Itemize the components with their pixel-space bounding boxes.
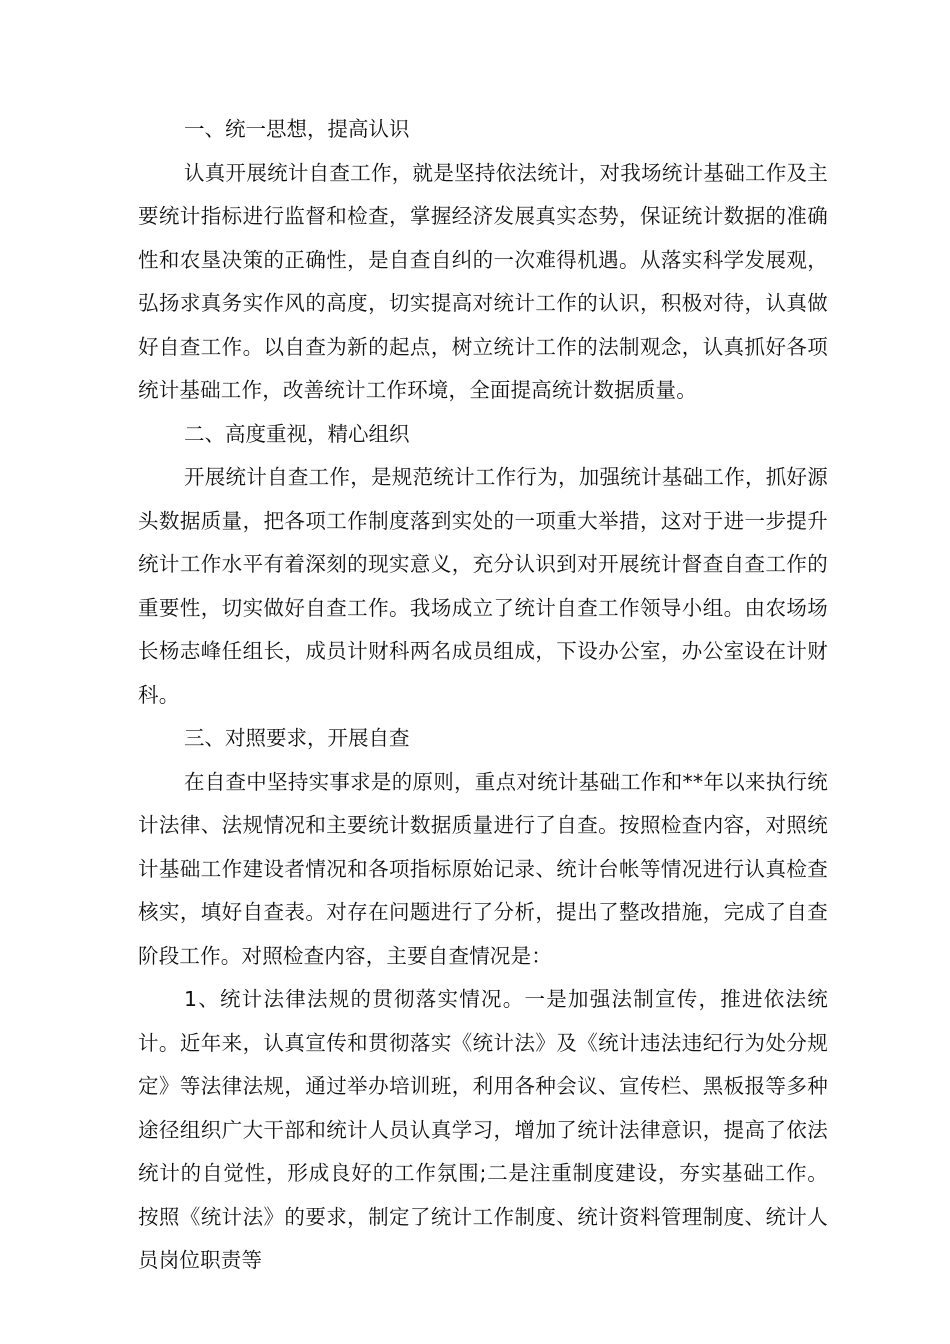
section-3-paragraph-2: 1、统计法律法规的贯彻落实情况。一是加强法制宣传，推进依法统计。近年来，认真宣传和贯彻落实《统计法》及《统计违法违纪行为处分规定》等法律法规，通过举办培训班，利用各种会议、宣传栏、黑板报等多种途径组织广大干部和统计人员认真学习，增加了统计法律意识，提高了依法统计的自觉性，形成良好的工作氛围;二是注重制度建设，夯实基础工作。按照《统计法》的要求，制定了统计工作制度、统计资料管理制度、统计人员岗位职责等	[138, 987, 828, 1272]
section-1-paragraph-1: 认真开展统计自查工作，就是坚持依法统计，对我场统计基础工作及主要统计指标进行监督和检查，掌握经济发展真实态势，保证统计数据的准确性和农垦决策的正确性，是自查自纠的一次难得机遇。从落实科学发展观，弘扬求真务实作风的高度，切实提高对统计工作的认识，积极对待，认真做好自查工作。以自查为新的起点，树立统计工作的法制观念，认真抓好各项统计基础工作，改善统计工作环境，全面提高统计数据质量。	[138, 160, 828, 402]
document-page	[138, 108, 828, 1283]
section-heading-1: 一、统一思想，提高认识	[184, 117, 410, 141]
section-3-paragraph-1: 在自查中坚持实事求是的原则，重点对统计基础工作和**年以来执行统计法律、法规情况和主要统计数据质量进行了自查。按照检查内容，对照统计基础工作建设者情况和各项指标原始记录、统计台帐等情况进行认真检查核实，填好自查表。对存在问题进行了分析，提出了整改措施，完成了自查阶段工作。对照检查内容，主要自查情况是：	[138, 769, 828, 968]
section-2-paragraph-1: 开展统计自查工作，是规范统计工作行为，加强统计基础工作，抓好源头数据质量，把各项工作制度落到实处的一项重大举措，这对于进一步提升统计工作水平有着深刻的现实意义，充分认识到对开展统计督查自查工作的重要性，切实做好自查工作。我场成立了统计自查工作领导小组。由农场场长杨志峰任组长，成员计财科两名成员组成，下设办公室，办公室设在计财科。	[138, 465, 828, 707]
section-heading-3: 三、对照要求，开展自查	[184, 726, 410, 750]
section-heading-2: 二、高度重视，精心组织	[184, 421, 410, 446]
